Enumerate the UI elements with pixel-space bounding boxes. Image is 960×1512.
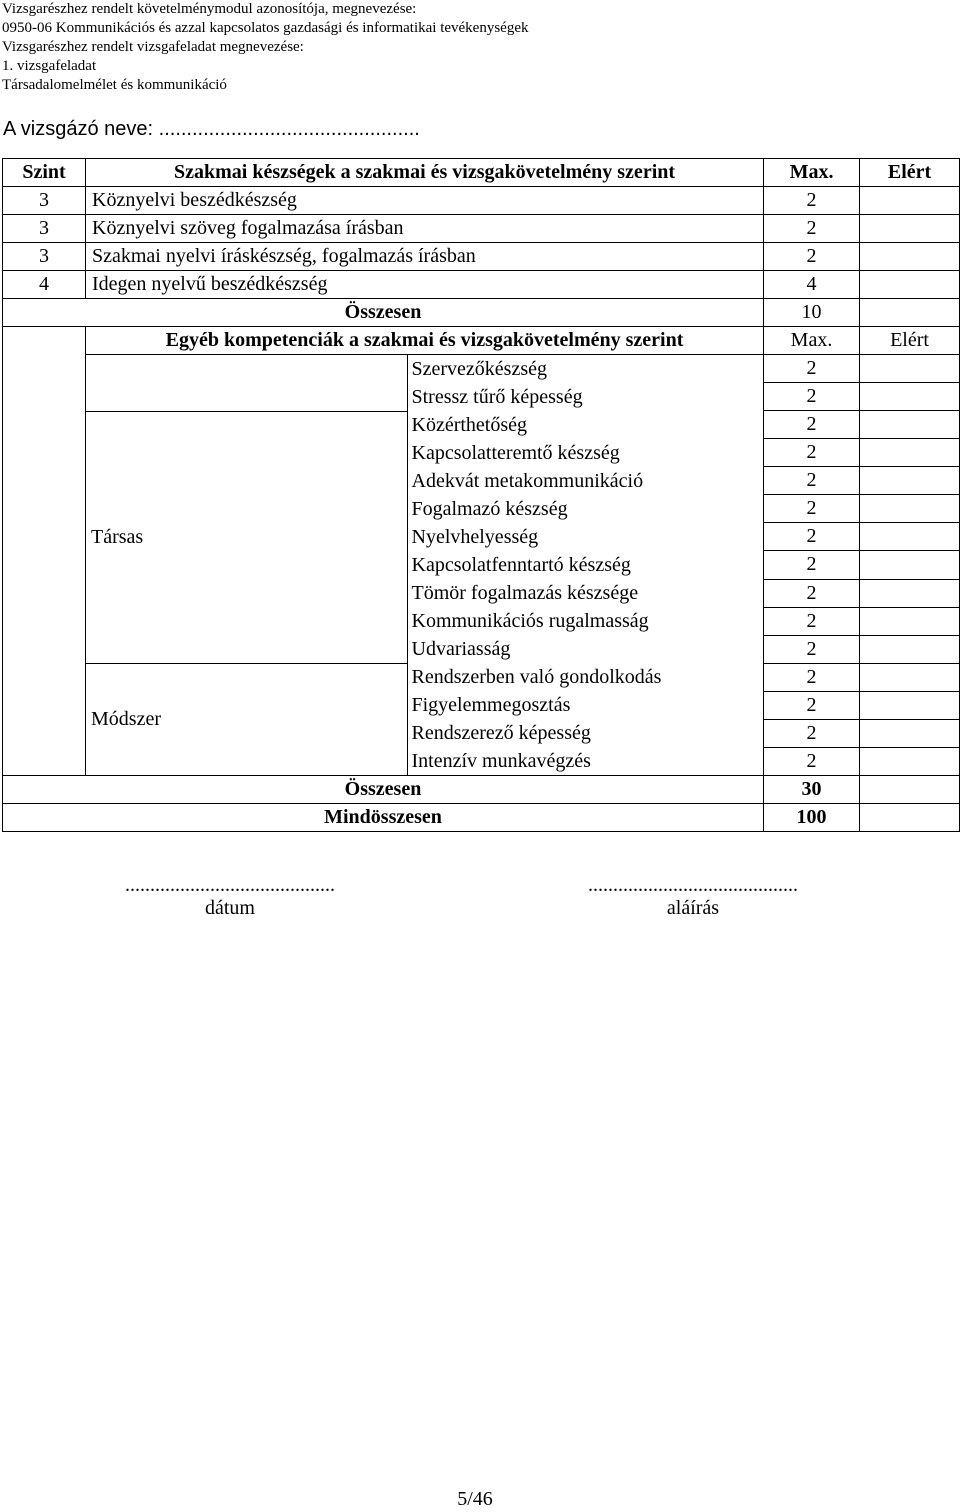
other-skills-block [3,355,960,383]
max-cell: 2 [764,439,860,467]
achieved-cell[interactable] [860,495,960,523]
skill-name: Figyelemmegosztás [411,694,571,716]
table-row [3,215,960,243]
max-cell: 4 [764,271,860,299]
date-label: dátum [205,897,255,919]
achieved-cell[interactable] [860,551,960,579]
task-name: Társadalomelmélet és kommunikáció [2,77,227,93]
task-number: 1. vizsgafeladat [2,58,97,74]
table-row [3,271,960,299]
achieved-cell[interactable] [860,663,960,691]
skill-cell: Szakmai nyelvi íráskészség, fogalmazás írásban [86,243,764,271]
other-skills-cell [86,355,764,776]
other-total-value: 30 [764,776,860,804]
professional-header-row [3,159,960,187]
date-line[interactable] [90,874,370,920]
achieved-cell[interactable] [860,607,960,635]
assessment-table [2,158,960,832]
achieved-cell[interactable] [860,439,960,467]
skill-name: Kommunikációs rugalmasság [411,610,649,632]
page-number: 5/46 [457,1488,493,1510]
max-cell: 2 [764,383,860,411]
achieved-cell[interactable] [860,579,960,607]
level-cell: 3 [3,243,86,271]
category-method: Módszer [86,663,407,775]
grand-total-value: 100 [764,804,860,832]
level-header: Szint [3,159,86,187]
task-label: Vizsgarészhez rendelt vizsgafeladat megnevezése: [2,39,304,55]
other-total-achieved[interactable] [860,776,960,804]
skill-cell: Idegen nyelvű beszédkészség [86,271,764,299]
category-social: Társas [86,411,407,663]
level-cell: 3 [3,187,86,215]
grand-total-achieved[interactable] [860,804,960,832]
professional-total-label: Összesen [3,299,764,327]
level-cell: 3 [3,215,86,243]
achieved-cell[interactable] [860,747,960,775]
other-skills-header: Egyéb kompetenciák a szakmai és vizsgakövetelmény szerint [86,327,764,355]
achieved-cell[interactable] [860,719,960,747]
skill-name: Stressz tűrő képesség [411,386,583,408]
professional-total-value: 10 [764,299,860,327]
table-row [3,187,960,215]
skill-name: Kapcsolatfenntartó készség [411,554,631,576]
achieved-header: Elért [860,159,960,187]
grand-total-row [3,804,960,832]
other-skills-list [86,355,764,775]
category-blank [86,355,407,411]
max-cell: 2 [764,747,860,775]
max-cell: 2 [764,635,860,663]
skill-name: Rendszerező képesség [411,722,591,744]
max-cell: 2 [764,663,860,691]
signature-dots: .......................................... [588,874,798,896]
achieved-cell[interactable] [860,411,960,439]
level-blank-cell [3,327,86,776]
max-cell: 2 [764,467,860,495]
max-header: Max. [764,159,860,187]
max-cell: 2 [764,691,860,719]
achieved-cell[interactable] [860,271,960,299]
achieved-cell[interactable] [860,243,960,271]
table-row [3,243,960,271]
skill-name: Adekvát metakommunikáció [411,470,644,492]
max-cell: 2 [764,523,860,551]
max-cell: 2 [764,551,860,579]
professional-total-row [3,299,960,327]
skill-name: Intenzív munkavégzés [411,750,591,772]
max-cell: 2 [764,355,860,383]
other-total-row [3,776,960,804]
document-header [2,0,529,95]
skill-name: Udvariasság [411,638,511,660]
max-cell: 2 [764,411,860,439]
skill-name: Tömör fogalmazás készsége [411,582,639,604]
max-cell: 2 [764,187,860,215]
achieved-cell[interactable] [860,691,960,719]
skill-cell: Köznyelvi szöveg fogalmazása írásban [86,215,764,243]
max-cell: 2 [764,607,860,635]
achieved-cell[interactable] [860,355,960,383]
examinee-name-field[interactable]: A vizsgázó neve: ............................................... [3,118,420,140]
skill-name: Rendszerben való gondolkodás [411,666,662,688]
other-total-label: Összesen [3,776,764,804]
achieved-cell[interactable] [860,187,960,215]
signature-line[interactable] [553,874,833,920]
achieved-cell[interactable] [860,523,960,551]
skill-name: Közérthetőség [411,414,528,436]
signature-label: aláírás [666,897,720,919]
skill-cell: Köznyelvi beszédkészség [86,187,764,215]
skill-name: Nyelvhelyesség [411,526,539,548]
grand-total-label: Mindösszesen [3,804,764,832]
professional-total-achieved[interactable] [860,299,960,327]
other-achieved-header: Elért [860,327,960,355]
achieved-cell[interactable] [860,467,960,495]
max-cell: 2 [764,579,860,607]
level-cell: 4 [3,271,86,299]
max-cell: 2 [764,243,860,271]
module-name: 0950-06 Kommunikációs és azzal kapcsolatos gazdasági és informatikai tevékenységek [2,20,529,36]
achieved-cell[interactable] [860,383,960,411]
achieved-cell[interactable] [860,635,960,663]
skill-name: Fogalmazó készség [411,498,568,520]
date-dots: .......................................... [125,874,335,896]
other-max-header: Max. [764,327,860,355]
achieved-cell[interactable] [860,215,960,243]
max-cell: 2 [764,495,860,523]
max-cell: 2 [764,719,860,747]
max-cell: 2 [764,215,860,243]
other-header-row [3,327,960,355]
skill-name: Szervezőkészség [411,358,547,380]
skill-name: Kapcsolatteremtő készség [411,442,620,464]
professional-skills-header: Szakmai készségek a szakmai és vizsgakövetelmény szerint [86,159,764,187]
module-label: Vizsgarészhez rendelt követelménymodul azonosítója, megnevezése: [2,1,417,17]
